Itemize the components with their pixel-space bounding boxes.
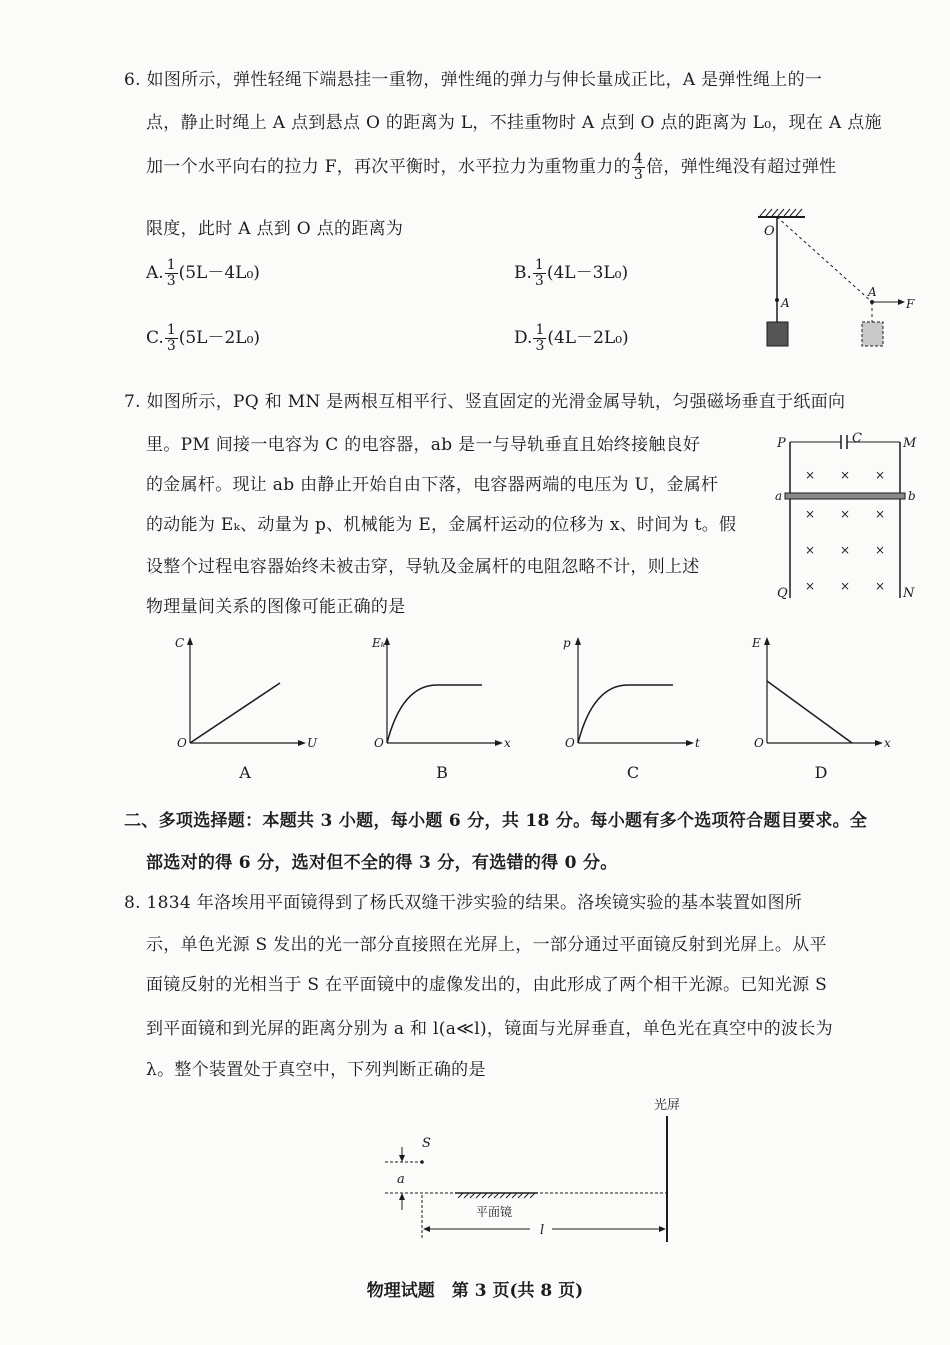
label-c: C	[852, 431, 862, 446]
y-label: Eₖ	[372, 636, 386, 650]
graph-curve	[387, 685, 482, 743]
point-a-label: A	[781, 296, 790, 310]
q8-line-5: λ。整个装置处于真空中，下列判断正确的是	[146, 1060, 486, 1080]
force-arrow-head	[898, 299, 905, 305]
point-o-label: O	[764, 224, 775, 239]
option-fraction	[533, 323, 546, 354]
q8-line-1: 8. 1834 年洛埃用平面镜得到了杨氏双缝干涉实验的结果。洛埃镜实验的基本装置如图所	[124, 893, 803, 913]
point-a2-label: A	[868, 285, 877, 299]
ceiling-hatch	[760, 209, 802, 216]
l-label: l	[540, 1223, 545, 1238]
x-label: U	[307, 736, 318, 750]
x-label: x	[884, 736, 891, 750]
source-s-label: S	[422, 1136, 431, 1151]
field-mark: ×	[875, 543, 886, 557]
q7-graph-c-label: C	[626, 763, 640, 782]
option-label: B.	[514, 263, 532, 283]
point-a-dot	[775, 298, 779, 302]
q7-graph-a-label: A	[239, 763, 251, 782]
q6-figure	[750, 205, 920, 355]
fraction-den: 3	[166, 273, 176, 289]
x-axis-arrow	[298, 740, 306, 746]
y-axis-arrow	[764, 637, 770, 645]
fraction-num: 1	[166, 257, 176, 273]
l-arrow-left-head	[423, 1226, 430, 1232]
q6-line-4: 限度，此时 A 点到 O 点的距离为	[146, 219, 404, 239]
field-mark: ×	[805, 507, 816, 521]
q6-line-3	[146, 152, 836, 183]
rod-ab	[785, 493, 905, 499]
q7-line-6: 物理量间关系的图像可能正确的是	[146, 597, 406, 617]
q6-option-d[interactable]	[514, 323, 629, 354]
option-label: A.	[146, 263, 164, 283]
q7-graph-b-label: B	[436, 763, 448, 782]
field-mark: ×	[805, 468, 816, 482]
x-label: x	[504, 736, 511, 750]
q6-line-1: 6. 如图所示，弹性轻绳下端悬挂一重物，弹性绳的弹力与伸长量成正比，A 是弹性绳上的一	[124, 70, 823, 90]
label-m: M	[903, 436, 917, 451]
origin-label: O	[374, 736, 384, 750]
section-2-line-1: 二、多项选择题：本题共 3 小题，每小题 6 分，共 18 分。每小题有多个选项符合题目要求。全	[124, 811, 868, 831]
option-fraction	[533, 258, 546, 289]
a-arrow-top-head	[399, 1155, 405, 1162]
q6-option-b[interactable]	[514, 258, 628, 289]
mirror-label: 平面镜	[476, 1205, 513, 1219]
l-arrow-right-head	[659, 1226, 666, 1232]
rope-dashed	[777, 217, 872, 302]
option-label: D.	[514, 328, 533, 348]
field-mark: ×	[805, 579, 816, 593]
x-axis-arrow	[875, 740, 883, 746]
force-label: F	[906, 297, 915, 311]
origin-label: O	[565, 736, 575, 750]
q8-line-4: 到平面镜和到光屏的距离分别为 a 和 l(a≪l)，镜面与光屏垂直，单色光在真空中的波长为	[146, 1019, 833, 1039]
q6-fraction	[632, 152, 645, 183]
x-axis-arrow	[495, 740, 503, 746]
field-mark: ×	[805, 543, 816, 557]
x-axis-arrow	[686, 740, 694, 746]
fraction-den: 3	[535, 338, 545, 354]
q7-figure	[775, 430, 925, 605]
fraction-num: 1	[534, 257, 544, 273]
q7-graph-d-label: D	[814, 763, 828, 782]
graph-curve	[190, 683, 280, 743]
section-2-line-2: 部选对的得 6 分，选对但不全的得 3 分，有选错的得 0 分。	[146, 853, 618, 873]
option-fraction	[165, 258, 178, 289]
q7-line-3: 的金属杆。现让 ab 由静止开始自由下落，电容器两端的电压为 U，金属杆	[146, 475, 719, 495]
q7-graph-a[interactable]	[175, 633, 325, 753]
q6-fraction-num: 4	[633, 151, 644, 167]
field-mark: ×	[840, 507, 851, 521]
field-mark: ×	[840, 543, 851, 557]
option-expr: (5L－2L₀)	[178, 328, 261, 348]
label-q: Q	[777, 586, 788, 601]
a-arrow-bottom-head	[399, 1193, 405, 1200]
field-mark: ×	[840, 468, 851, 482]
option-expr: (5L－4L₀)	[178, 263, 260, 283]
fraction-num: 1	[166, 322, 176, 338]
screen-label: 光屏	[654, 1098, 681, 1113]
q6-option-a[interactable]	[146, 258, 260, 289]
field-mark: ×	[875, 468, 886, 482]
y-label: E	[752, 636, 761, 650]
q6-line-2: 点，静止时绳上 A 点到悬点 O 的距离为 L，不挂重物时 A 点到 O 点的距离为 L₀，现在 A 点施	[146, 113, 882, 133]
option-label: C.	[146, 328, 164, 348]
field-mark: ×	[875, 507, 886, 521]
fraction-den: 3	[166, 338, 176, 354]
q6-line-3-pre: 加一个水平向右的拉力 F，再次平衡时，水平拉力为重物重力的	[146, 157, 631, 177]
origin-label: O	[177, 736, 187, 750]
y-axis-arrow	[575, 637, 581, 645]
q7-graph-b[interactable]	[372, 633, 522, 753]
q6-fraction-den: 3	[633, 167, 644, 183]
graph-curve	[578, 685, 673, 743]
q8-line-3: 面镜反射的光相当于 S 在平面镜中的虚像发出的，由此形成了两个相干光源。已知光源 S	[146, 975, 828, 995]
q7-line-1: 7. 如图所示，PQ 和 MN 是两根互相平行、竖直固定的光滑金属导轨，匀强磁场垂直于纸面向	[124, 392, 846, 412]
origin-label: O	[754, 736, 764, 750]
y-axis-arrow	[187, 637, 193, 645]
option-expr: (4L－3L₀)	[546, 263, 629, 283]
weight-block	[767, 322, 788, 346]
q8-figure	[380, 1092, 710, 1247]
fraction-num: 1	[535, 322, 545, 338]
q7-line-4: 的动能为 Eₖ、动量为 p、机械能为 E，金属杆运动的位移为 x、时间为 t。假	[146, 515, 737, 535]
q7-line-2: 里。PM 间接一电容为 C 的电容器，ab 是一与导轨垂直且始终接触良好	[146, 435, 701, 455]
option-fraction	[165, 323, 178, 354]
q6-option-c[interactable]	[146, 323, 260, 354]
magnetic-field-marks	[805, 468, 885, 593]
q7-graph-d[interactable]	[752, 633, 902, 753]
field-mark: ×	[840, 579, 851, 593]
graph-curve	[767, 681, 852, 743]
y-label: p	[563, 636, 571, 650]
q7-graph-c[interactable]	[563, 633, 713, 753]
fraction-den: 3	[534, 273, 544, 289]
label-n: N	[903, 586, 915, 601]
page-footer: 物理试题 第 3 页(共 8 页)	[366, 1281, 584, 1301]
label-a: a	[775, 489, 783, 503]
q7-line-5: 设整个过程电容器始终未被击穿，导轨及金属杆的电阻忽略不计，则上述	[146, 557, 700, 577]
q8-line-2: 示，单色光源 S 发出的光一部分直接照在光屏上，一部分通过平面镜反射到光屏上。从平	[146, 935, 827, 955]
label-p: P	[777, 436, 786, 451]
x-label: t	[695, 736, 700, 750]
a-label: a	[397, 1172, 405, 1187]
option-expr: (4L－2L₀)	[547, 328, 629, 348]
y-label: C	[175, 636, 185, 650]
q6-line-3-post: 倍，弹性绳没有超过弹性	[646, 157, 837, 177]
field-mark: ×	[875, 579, 886, 593]
label-b: b	[908, 489, 916, 503]
weight-block-dashed	[862, 322, 883, 346]
